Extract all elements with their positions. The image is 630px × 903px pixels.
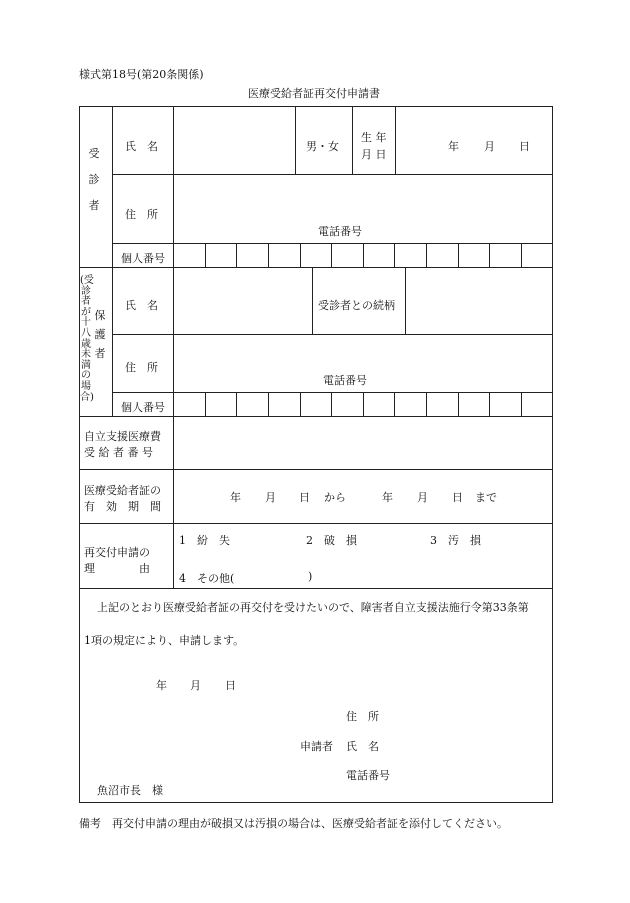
reason-option-stain: 3 汚 損 <box>430 534 481 547</box>
form-number: 様式第18号(第20条関係) <box>79 68 204 81</box>
footer-note: 備考 再交付申請の理由が破損又は汚損の場合は、医療受給者証を添付してください。 <box>79 817 508 830</box>
guardian-section-label: 保護者 <box>94 309 106 360</box>
application-date-month: 月 <box>190 679 201 692</box>
applicant-name-label: 氏 名 <box>346 740 379 753</box>
reason-option-loss: 1 紛 失 <box>179 534 230 547</box>
validity-from-suffix: から <box>324 491 346 504</box>
statement-line-2: 1項の規定により、申請します。 <box>84 634 245 647</box>
form-title: 医療受給者証再交付申請書 <box>248 87 380 100</box>
patient-section-label: 受診者 <box>88 147 100 212</box>
statement-line-1: 上記のとおり医療受給者証の再交付を受けたいので、障害者自立支援法施行令第33条第 <box>97 601 529 614</box>
guardian-name-label: 氏 名 <box>125 299 158 312</box>
patient-birth-month: 月 <box>484 140 495 153</box>
patient-birth-day: 日 <box>519 140 530 153</box>
applicant-label: 申請者 <box>300 740 333 753</box>
recipient-number-label-top: 自立支援医療費 <box>84 430 161 443</box>
patient-birth-label-top: 生 年 <box>361 131 387 144</box>
reason-option-other-suffix: ) <box>308 570 313 583</box>
validity-label-top: 医療受給者証の <box>84 484 161 497</box>
patient-id-number-label: 個人番号 <box>121 252 165 265</box>
reason-label-bottom: 理 由 <box>84 562 150 575</box>
validity-from-month: 月 <box>265 491 276 504</box>
recipient-number-label-bottom: 受 給 者 番 号 <box>84 446 153 459</box>
application-date-day: 日 <box>225 679 236 692</box>
applicant-phone-label: 電話番号 <box>346 769 390 782</box>
applicant-address-label: 住 所 <box>346 710 379 723</box>
application-date-year: 年 <box>156 679 167 692</box>
patient-sex-label: 男・女 <box>306 140 339 153</box>
reason-label-top: 再交付申請の <box>84 546 150 559</box>
patient-address-label: 住 所 <box>125 208 158 221</box>
validity-to-day: 日 <box>452 491 463 504</box>
patient-phone-label: 電話番号 <box>318 225 362 238</box>
addressee: 魚沼市長 様 <box>97 784 163 797</box>
guardian-section-note: (受診者が十八歳未満の場合) <box>80 275 94 403</box>
guardian-phone-label: 電話番号 <box>323 374 367 387</box>
patient-birth-label-bottom: 月 日 <box>361 148 387 161</box>
reason-option-other-prefix: 4 その他( <box>179 572 235 585</box>
guardian-relation-label: 受診者との続柄 <box>318 299 395 312</box>
validity-label-bottom: 有 効 期 間 <box>84 500 161 513</box>
guardian-address-label: 住 所 <box>125 361 158 374</box>
validity-to-year: 年 <box>382 491 393 504</box>
validity-from-day: 日 <box>299 491 310 504</box>
validity-from-year: 年 <box>230 491 241 504</box>
validity-to-month: 月 <box>417 491 428 504</box>
validity-to-suffix: まで <box>475 491 497 504</box>
reason-option-damage: 2 破 損 <box>306 534 357 547</box>
patient-birth-year: 年 <box>448 140 459 153</box>
guardian-id-number-label: 個人番号 <box>121 401 165 414</box>
patient-name-label: 氏 名 <box>125 140 158 153</box>
